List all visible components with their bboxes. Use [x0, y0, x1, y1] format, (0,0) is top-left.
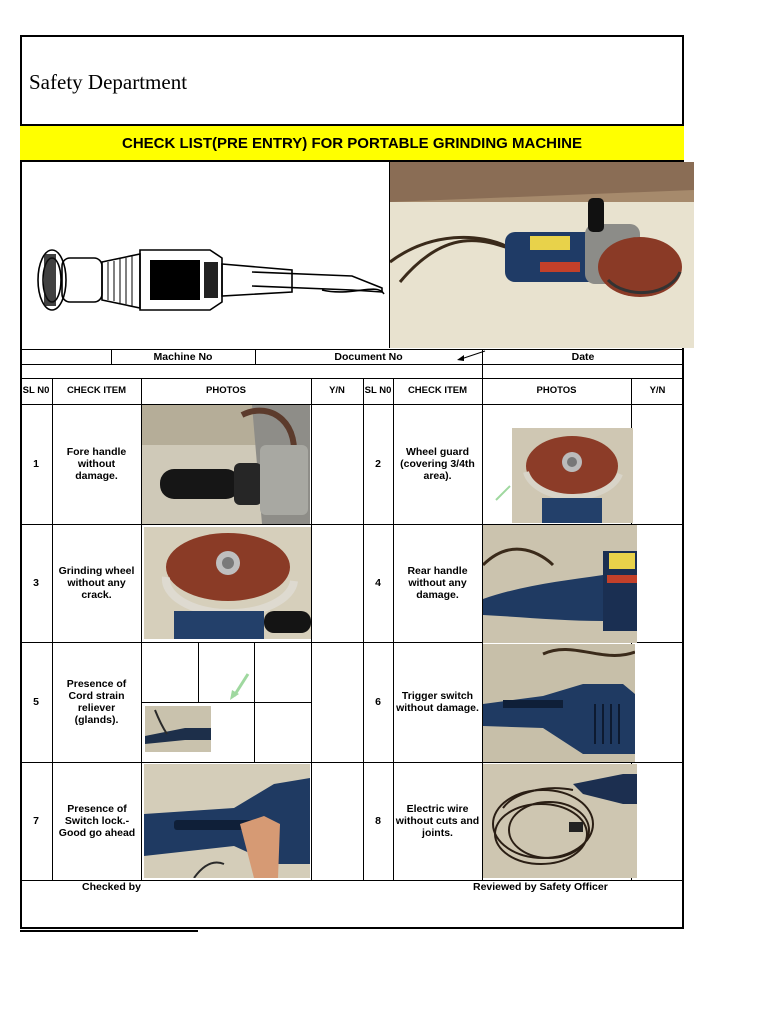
col-line: [52, 378, 53, 880]
photo-rear-handle: [483, 525, 637, 643]
bottom-left-underline: [20, 930, 198, 932]
photo-trigger-switch: [483, 644, 635, 762]
check-item-text: Trigger switch without damage.: [396, 690, 479, 714]
col-header-sl-no: SL N0: [22, 385, 50, 396]
line-drawing-panel: [22, 162, 390, 348]
title-text: CHECK LIST(PRE ENTRY) FOR PORTABLE GRINDING MACHINE: [122, 134, 582, 152]
green-arrow-icon: [228, 672, 252, 702]
col-header-check-item: CHECK ITEM: [66, 385, 127, 396]
col-header-yn-2: Y/N: [649, 385, 666, 396]
col-header-photos: PHOTOS: [206, 385, 246, 396]
grinder-line-drawing: [22, 162, 390, 348]
item-number: 8: [375, 815, 381, 827]
item-number: 4: [375, 577, 381, 589]
page-title: [20, 124, 684, 162]
col-line: [393, 378, 394, 880]
grinder-photo-main: [390, 162, 694, 348]
photo-wheel-guard: [512, 428, 633, 523]
photo-electric-wire: [483, 764, 637, 878]
check-item-text: Presence of Switch lock.- Good go ahead: [58, 803, 136, 839]
date-label: Date: [571, 350, 595, 363]
info-row-bottom-line: [20, 364, 684, 365]
col-header-yn: Y/N: [329, 385, 345, 396]
col-header-check-item-2: CHECK ITEM: [407, 385, 468, 396]
item-number: 6: [375, 696, 381, 708]
check-item-text: Wheel guard (covering 3/4th area).: [400, 446, 475, 482]
photo-switch-lock: [144, 764, 310, 878]
item-number: 3: [33, 577, 39, 589]
col-header-photos-2: PHOTOS: [536, 385, 577, 396]
item-number: 5: [33, 696, 39, 708]
green-arrow-icon: [494, 482, 514, 502]
photo-grinding-wheel: [144, 527, 311, 639]
item-number: 1: [33, 458, 39, 470]
check-item-text: Presence of Cord strain reliever (glands).: [66, 678, 127, 726]
item-number: 7: [33, 815, 39, 827]
photo-cord-strain-reliever: [145, 706, 211, 752]
check-item-text: Rear handle without any damage.: [407, 565, 468, 601]
reviewed-by-label: Reviewed by Safety Officer: [473, 881, 608, 893]
check-item-text: Grinding wheel without any crack.: [58, 565, 135, 601]
machine-no-label: Machine No: [153, 350, 213, 363]
photo-grid-line: [141, 702, 311, 703]
department-name: Safety Department: [29, 70, 188, 94]
check-item-text: Electric wire without cuts and joints.: [395, 803, 480, 839]
item-number: 2: [375, 458, 381, 470]
col-line: [311, 378, 312, 880]
col-header-sl-no-2: SL N0: [364, 385, 392, 396]
checked-by-label: Checked by: [82, 881, 141, 893]
photo-grid-line: [198, 642, 199, 702]
check-item-text: Fore handle without damage.: [66, 446, 127, 482]
photo-fore-handle: [142, 405, 310, 524]
arrow-icon: [455, 349, 487, 363]
document-no-label: Document No: [334, 350, 403, 363]
